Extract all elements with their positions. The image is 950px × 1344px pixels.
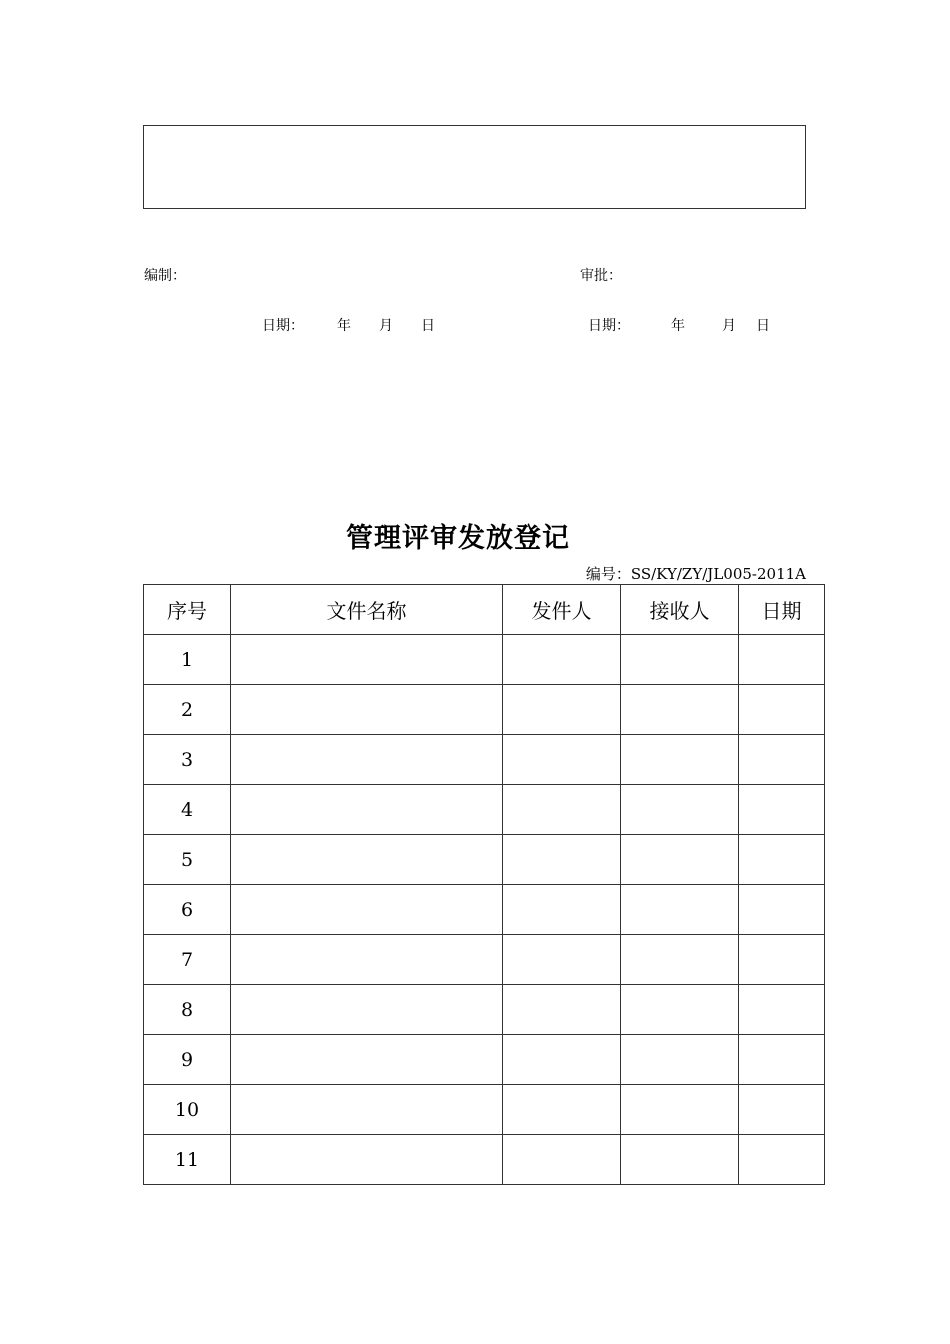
receiver-cell[interactable] — [621, 735, 739, 785]
table-row — [144, 735, 825, 785]
table-row — [144, 635, 825, 685]
sender-cell[interactable] — [503, 885, 621, 935]
row-number: 8 — [144, 985, 231, 1035]
date-cell[interactable] — [739, 1035, 825, 1085]
date-cell[interactable] — [739, 735, 825, 785]
row-number: 11 — [144, 1135, 231, 1185]
row-number: 6 — [144, 885, 231, 935]
receiver-cell[interactable] — [621, 785, 739, 835]
table-row — [144, 835, 825, 885]
date-cell[interactable] — [739, 685, 825, 735]
sender-cell[interactable] — [503, 835, 621, 885]
receiver-cell[interactable] — [621, 685, 739, 735]
doc-name-cell[interactable] — [231, 735, 503, 785]
sender-cell[interactable] — [503, 1035, 621, 1085]
receiver-cell[interactable] — [621, 885, 739, 935]
doc-name-cell[interactable] — [231, 685, 503, 735]
row-number: 10 — [144, 1085, 231, 1135]
date-cell[interactable] — [739, 935, 825, 985]
row-number: 9 — [144, 1035, 231, 1085]
doc-name-cell[interactable] — [231, 1035, 503, 1085]
sender-cell[interactable] — [503, 1135, 621, 1185]
date-left-label: 日期： — [262, 318, 304, 334]
date-left-day: 日 — [421, 318, 435, 334]
col-header-doc-name: 文件名称 — [231, 585, 503, 635]
row-number: 1 — [144, 635, 231, 685]
sender-cell[interactable] — [503, 785, 621, 835]
date-cell[interactable] — [739, 635, 825, 685]
table-row — [144, 785, 825, 835]
row-number: 7 — [144, 935, 231, 985]
date-right-label: 日期： — [588, 318, 630, 334]
table-row — [144, 685, 825, 735]
sender-cell[interactable] — [503, 685, 621, 735]
doc-name-cell[interactable] — [231, 1085, 503, 1135]
sender-cell[interactable] — [503, 635, 621, 685]
row-number: 3 — [144, 735, 231, 785]
table-row — [144, 885, 825, 935]
register-table — [143, 584, 825, 1185]
sender-cell[interactable] — [503, 735, 621, 785]
doc-number-label: 编号： — [585, 565, 631, 583]
date-left-year: 年 — [337, 318, 351, 334]
receiver-cell[interactable] — [621, 985, 739, 1035]
date-right-month: 月 — [722, 318, 736, 334]
doc-name-cell[interactable] — [231, 785, 503, 835]
table-row — [144, 985, 825, 1035]
date-cell[interactable] — [739, 1135, 825, 1185]
compile-label: 编制： — [144, 268, 186, 284]
receiver-cell[interactable] — [621, 935, 739, 985]
row-number: 2 — [144, 685, 231, 735]
date-cell[interactable] — [739, 835, 825, 885]
doc-name-cell[interactable] — [231, 835, 503, 885]
col-header-seq: 序号 — [144, 585, 231, 635]
doc-name-cell[interactable] — [231, 885, 503, 935]
receiver-cell[interactable] — [621, 1085, 739, 1135]
date-right-year: 年 — [671, 318, 685, 334]
receiver-cell[interactable] — [621, 1135, 739, 1185]
approve-label: 审批： — [580, 268, 622, 284]
blank-box — [143, 125, 806, 209]
header-row — [144, 585, 825, 635]
table-row — [144, 935, 825, 985]
sender-cell[interactable] — [503, 1085, 621, 1135]
date-cell[interactable] — [739, 985, 825, 1035]
row-number: 4 — [144, 785, 231, 835]
date-right-day: 日 — [756, 318, 770, 334]
table-row — [144, 1035, 825, 1085]
date-cell[interactable] — [739, 885, 825, 935]
form-title: 管理评审发放登记 — [346, 523, 570, 554]
doc-name-cell[interactable] — [231, 935, 503, 985]
date-cell[interactable] — [739, 1085, 825, 1135]
doc-name-cell[interactable] — [231, 985, 503, 1035]
doc-name-cell[interactable] — [231, 1135, 503, 1185]
date-cell[interactable] — [739, 785, 825, 835]
receiver-cell[interactable] — [621, 835, 739, 885]
row-number: 5 — [144, 835, 231, 885]
doc-number-value: SS/KY/ZY/JL005-2011A — [630, 565, 806, 583]
sender-cell[interactable] — [503, 935, 621, 985]
doc-name-cell[interactable] — [231, 635, 503, 685]
date-left-month: 月 — [379, 318, 393, 334]
col-header-date: 日期 — [739, 585, 825, 635]
receiver-cell[interactable] — [621, 1035, 739, 1085]
receiver-cell[interactable] — [621, 635, 739, 685]
table-row — [144, 1135, 825, 1185]
table-row — [144, 1085, 825, 1135]
col-header-sender: 发件人 — [503, 585, 621, 635]
sender-cell[interactable] — [503, 985, 621, 1035]
doc-number — [586, 563, 806, 584]
col-header-receiver: 接收人 — [621, 585, 739, 635]
